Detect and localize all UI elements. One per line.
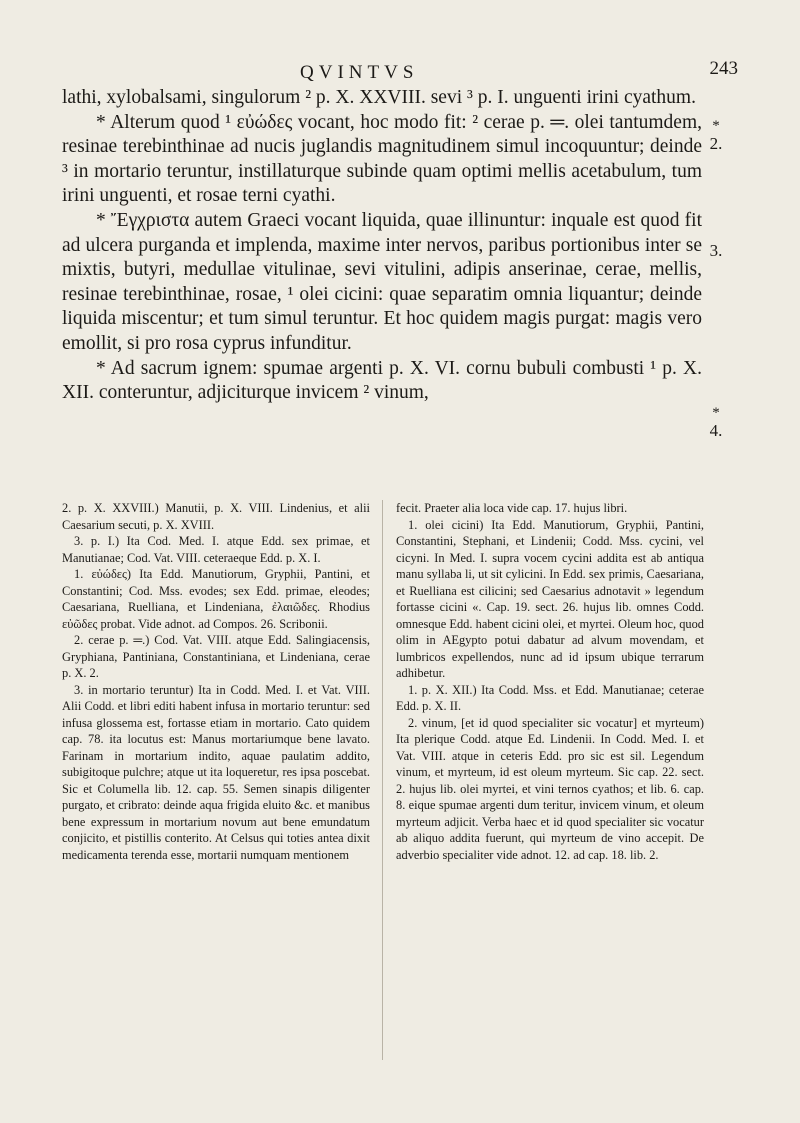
margin-number: 2.	[709, 134, 723, 153]
footnote: 1. olei cicini) Ita Edd. Manutiorum, Gryphii, Pantini, Constantini, Stephani, et Lindenii; Codd. Mss. cycini, vel cicyni. In Med. I. supra vocem cycini addita est ab antiqua manu syllaba li, ut sit cylicini. In Edd. sex primis, Caesariana, et Ruelliana est cilicini; sed Caesarius adnotavit » legendum fortasse cicini «. Cap. 19. sect. 26. hujus lib. omnes Codd. omnesque Edd. habent cicini olei, et myrtei. Oleum hoc, quod olim in AEgypto potui dabatur ad alvum movendam, et lumbricos expellendos, nunc ad id ipsum ubique terrarum adhibetur.	[396, 517, 704, 680]
margin-star: *	[712, 405, 720, 421]
main-text	[62, 86, 702, 406]
main-paragraph: * Ἔγχριστα autem Graeci vocant liquida, quae illinuntur: inquale est quod fit ad ulcera purganda et implenda, maxime inter nervos, paribus portionibus inter se mixtis, butyri, medullae vitulinae, sevi vitulini, adipis anserinae, cerae, mellis, resinae terebinthinae, rosae, ¹ olei cicini: quae separatim omnia liquantur; deinde liquida miscentur; et tum simul teruntur. Et hoc quidem magis purgat: magis vero emollit, si pro rosa cyprus infunditur.	[62, 209, 702, 354]
footnote: 3. p. I.) Ita Cod. Med. I. atque Edd. sex primae, et Manutianae; Cod. Vat. VIII. ceteraeque Edd. p. X. I.	[62, 534, 370, 565]
footnote-column-left	[62, 500, 370, 863]
running-head: QVINTVS	[300, 62, 419, 83]
footnote: 3. in mortario teruntur) Ita in Codd. Med. I. et Vat. VIII. Alii Codd. et libri editi habent infusa in mortario teruntur: sed infusa glossema est, fortasse etiam in mortario. Cato quidem cap. 78. ita locutus est: Manus mortariumque bene lavato. Farinam in mortarium indito, aquae paulatim addito, subigitoque pulchre; atque ut ita loqueretur, res ipsa poscebat. Sic et Columella lib. 12. cap. 55. Semen sinapis diligenter purgato, et cribrato: deinde aqua frigida eluito &c. et manibus bene expressum in mortarium novum aut bene emundatum conjicito, et pistillis conterito. At Celsus qui toties antea dixit medicamenta terenda esse, mortarii numquam mentionem	[62, 682, 370, 862]
main-paragraph: * Ad sacrum ignem: spumae argenti p. X. VI. cornu bubuli combusti ¹ p. X. XII. conteruntur, adjiciturque invicem ² vinum,	[62, 357, 702, 404]
footnote: 1. εὐώδες) Ita Edd. Manutiorum, Gryphii, Pantini, et Constantini; Cod. Mss. evodes; sex Edd. primae, eleodes; Caesariana, Ruelliana, et Lindeniana, ἐλαιῶδες. Rhodius εὐῶδες probat. Vide adnot. ad Compos. 26. Scribonii.	[62, 567, 370, 631]
footnote: 2. vinum, [et id quod specialiter sic vocatur] et myrteum) Ita plerique Codd. atque Ed. Lindenii. In Codd. Med. I. et Vat. VIII. atque in ceteris Edd. pro sic est sil. Legendum vinum, et myrteum, id est oleum myrteum. Sic cap. 22. sect. 2. hujus lib. olei myrtei, et vini ternos cyathos; et lib. 6. cap. 8. eique spumae argenti dum teritur, invicem vinum, et oleum myrteum adjicit. Verba haec et id quod specialiter sic vocatur ab aliquo addita fuerunt, qui myrteum de vino accepit. De adverbio specialiter vide adnot. 12. ad cap. 18. lib. 2.	[396, 715, 704, 862]
column-divider	[382, 500, 383, 1060]
footnote: 2. p. X. XXVIII.) Manutii, p. X. VIII. Lindenius, et alii Caesarium secuti, p. X. XVIII.	[62, 501, 370, 532]
margin-mark	[706, 405, 726, 439]
page-number: 243	[709, 58, 738, 79]
footnote: fecit. Praeter alia loca vide cap. 17. hujus libri.	[396, 501, 628, 515]
footnote-column-right	[396, 500, 704, 863]
main-paragraph: lathi, xylobalsami, singulorum ² p. X. XXVIII. sevi ³ p. I. unguenti irini cyathum.	[62, 87, 696, 108]
main-paragraph: * Alterum quod ¹ εὐώδες vocant, hoc modo fit: ² cerae p. ═. olei tantumdem, resinae terebinthinae ad nucis juglandis magnitudinem simul incoquuntur; deinde ³ in mortario teruntur, instillaturque subinde quam optimi mellis acetabulum, tum irini unguenti, et rosae terni cyathi.	[62, 111, 702, 207]
margin-number: 3.	[709, 241, 723, 260]
page-header	[60, 58, 740, 88]
margin-mark	[706, 242, 726, 259]
footnotes	[62, 500, 702, 1070]
footnote: 1. p. X. XII.) Ita Codd. Mss. et Edd. Manutianae; ceterae Edd. p. X. II.	[396, 682, 704, 713]
margin-star: *	[712, 118, 720, 134]
margin-mark	[706, 118, 726, 152]
margin-number: 4.	[709, 421, 723, 440]
footnote: 2. cerae p. ═.) Cod. Vat. VIII. atque Edd. Salingiacensis, Gryphiana, Pantiniana, Constantiniana, et Lindeniana, cerae p. X. 2.	[62, 633, 370, 680]
